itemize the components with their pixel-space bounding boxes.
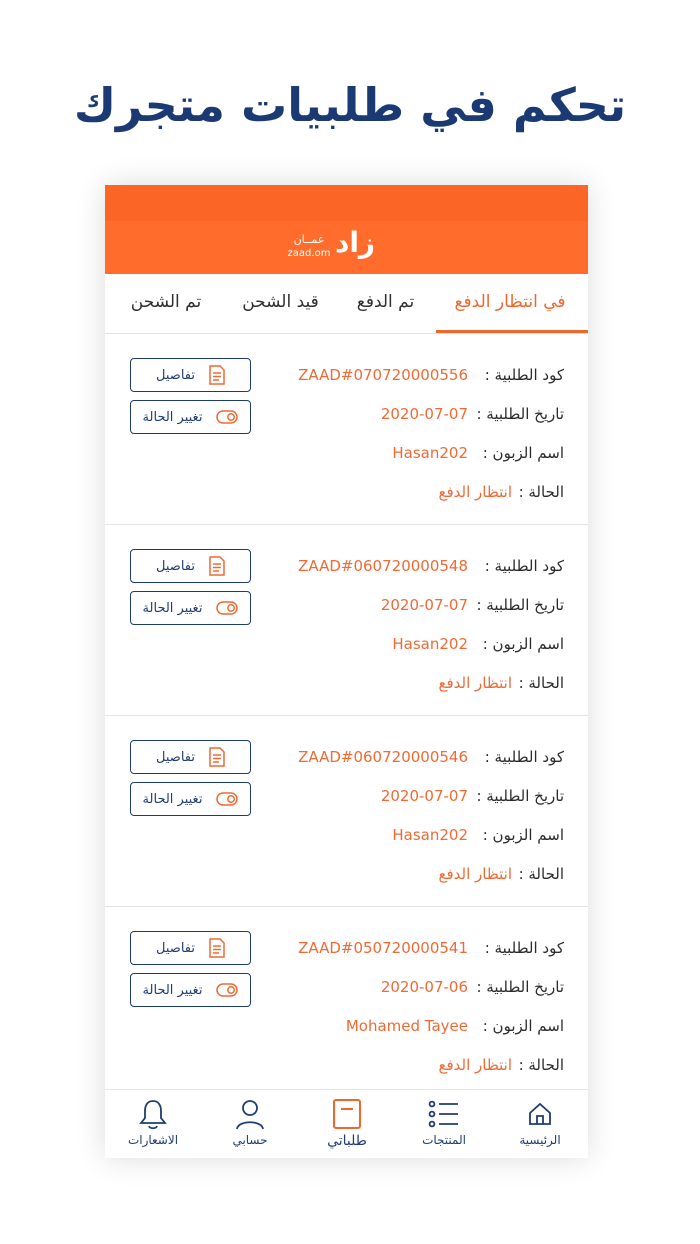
change-status-button-label: تغيير الحالة (142, 791, 203, 807)
order-date-row (381, 405, 564, 429)
list-icon (428, 1099, 460, 1129)
order-date-value: 2020-07-06 (380, 978, 468, 996)
status-row (438, 483, 564, 507)
nav-my-orders[interactable] (302, 1096, 392, 1156)
status-label: الحالة : (518, 1056, 564, 1074)
order-card (105, 525, 588, 716)
toggle-icon (216, 410, 238, 424)
order-card (105, 907, 588, 1098)
change-status-button-label: تغيير الحالة (142, 982, 203, 998)
details-button-label: تفاصيل (156, 558, 195, 574)
details-button-label: تفاصيل (156, 940, 195, 956)
order-date-row (381, 787, 564, 811)
promo-headline: تحكم في طلبيات متجرك (73, 78, 627, 132)
svg-text:عمــان: عمــان (293, 233, 325, 246)
change-status-button[interactable] (130, 400, 251, 434)
document-icon (209, 938, 225, 958)
customer-row (392, 444, 564, 468)
details-button-label: تفاصيل (156, 367, 195, 383)
document-icon (209, 365, 225, 385)
toggle-icon (216, 792, 238, 806)
document-icon (209, 747, 225, 767)
customer-value: Hasan202 (392, 826, 468, 844)
nav-account-label: حسابي (232, 1133, 268, 1147)
status-row (438, 1056, 564, 1080)
nav-home-label: الرئيسية (519, 1133, 561, 1147)
details-button[interactable] (130, 549, 251, 583)
tab-awaiting-payment[interactable]: في انتظار الدفع (454, 292, 566, 312)
details-button-label: تفاصيل (156, 749, 195, 765)
details-button[interactable] (130, 931, 251, 965)
order-date-value: 2020-07-07 (380, 405, 468, 423)
nav-home[interactable] (495, 1096, 585, 1156)
change-status-button[interactable] (130, 591, 251, 625)
customer-label: اسم الزبون : (482, 444, 564, 462)
nav-notifications-label: الاشعارات (127, 1133, 179, 1147)
phone-screen (105, 185, 588, 1158)
order-status-tabs (105, 274, 588, 334)
status-row (438, 865, 564, 889)
document-icon (209, 556, 225, 576)
order-date-value: 2020-07-07 (380, 787, 468, 805)
nav-my-orders-label: طلباتي (327, 1133, 367, 1149)
order-date-value: 2020-07-07 (380, 596, 468, 614)
order-code-row (298, 939, 564, 963)
svg-text:zaad.om: zaad.om (287, 248, 331, 259)
customer-row (346, 1017, 564, 1041)
nav-notifications[interactable] (108, 1096, 198, 1156)
toggle-icon (216, 601, 238, 615)
details-button[interactable] (130, 740, 251, 774)
order-date-label: تاريخ الطلبية : (476, 978, 564, 996)
orders-icon (332, 1098, 362, 1130)
svg-text:زاد: زاد (334, 226, 376, 259)
order-code-row (298, 748, 564, 772)
change-status-button-label: تغيير الحالة (142, 409, 203, 425)
order-date-label: تاريخ الطلبية : (476, 787, 564, 805)
order-card (105, 716, 588, 907)
order-code-value: ZAAD#050720000541 (298, 939, 468, 957)
order-code-label: كود الطلبية : (484, 748, 564, 766)
order-date-row (381, 978, 564, 1002)
order-date-label: تاريخ الطلبية : (476, 405, 564, 423)
order-code-label: كود الطلبية : (484, 366, 564, 384)
nav-products-label: المنتجات (422, 1133, 466, 1147)
change-status-button[interactable] (130, 973, 251, 1007)
user-icon (235, 1098, 265, 1130)
details-button[interactable] (130, 358, 251, 392)
customer-value: Hasan202 (392, 444, 468, 462)
status-value: انتظار الدفع (438, 865, 512, 883)
order-date-row (381, 596, 564, 620)
bottom-navigation (105, 1089, 588, 1158)
status-label: الحالة : (518, 865, 564, 883)
order-code-value: ZAAD#060720000546 (298, 748, 468, 766)
change-status-button-label: تغيير الحالة (142, 600, 203, 616)
customer-label: اسم الزبون : (482, 1017, 564, 1035)
order-date-label: تاريخ الطلبية : (476, 596, 564, 614)
customer-row (392, 826, 564, 850)
active-tab-indicator (436, 330, 588, 333)
order-code-value: ZAAD#060720000548 (298, 557, 468, 575)
app-header (105, 185, 588, 274)
nav-account[interactable] (205, 1096, 295, 1156)
tab-shipping[interactable]: قيد الشحن (242, 292, 319, 312)
bell-icon (138, 1098, 168, 1130)
order-code-value: ZAAD#070720000556 (298, 366, 468, 384)
customer-value: Mohamed Tayee (345, 1017, 468, 1035)
home-icon (526, 1100, 554, 1128)
order-card (105, 334, 588, 525)
status-bar-area (105, 185, 588, 221)
order-code-label: كود الطلبية : (484, 557, 564, 575)
status-label: الحالة : (518, 674, 564, 692)
nav-products[interactable] (399, 1096, 489, 1156)
customer-value: Hasan202 (392, 635, 468, 653)
customer-row (392, 635, 564, 659)
tab-shipped[interactable]: تم الشحن (130, 292, 202, 312)
status-value: انتظار الدفع (438, 483, 512, 501)
status-label: الحالة : (518, 483, 564, 501)
order-code-row (298, 557, 564, 581)
order-code-row (298, 366, 564, 390)
customer-label: اسم الزبون : (482, 826, 564, 844)
tab-paid[interactable]: تم الدفع (356, 292, 415, 312)
status-value: انتظار الدفع (438, 674, 512, 692)
status-value: انتظار الدفع (438, 1056, 512, 1074)
customer-label: اسم الزبون : (482, 635, 564, 653)
status-row (438, 674, 564, 698)
zaad-logo (281, 223, 401, 263)
toggle-icon (216, 983, 238, 997)
order-code-label: كود الطلبية : (484, 939, 564, 957)
change-status-button[interactable] (130, 782, 251, 816)
